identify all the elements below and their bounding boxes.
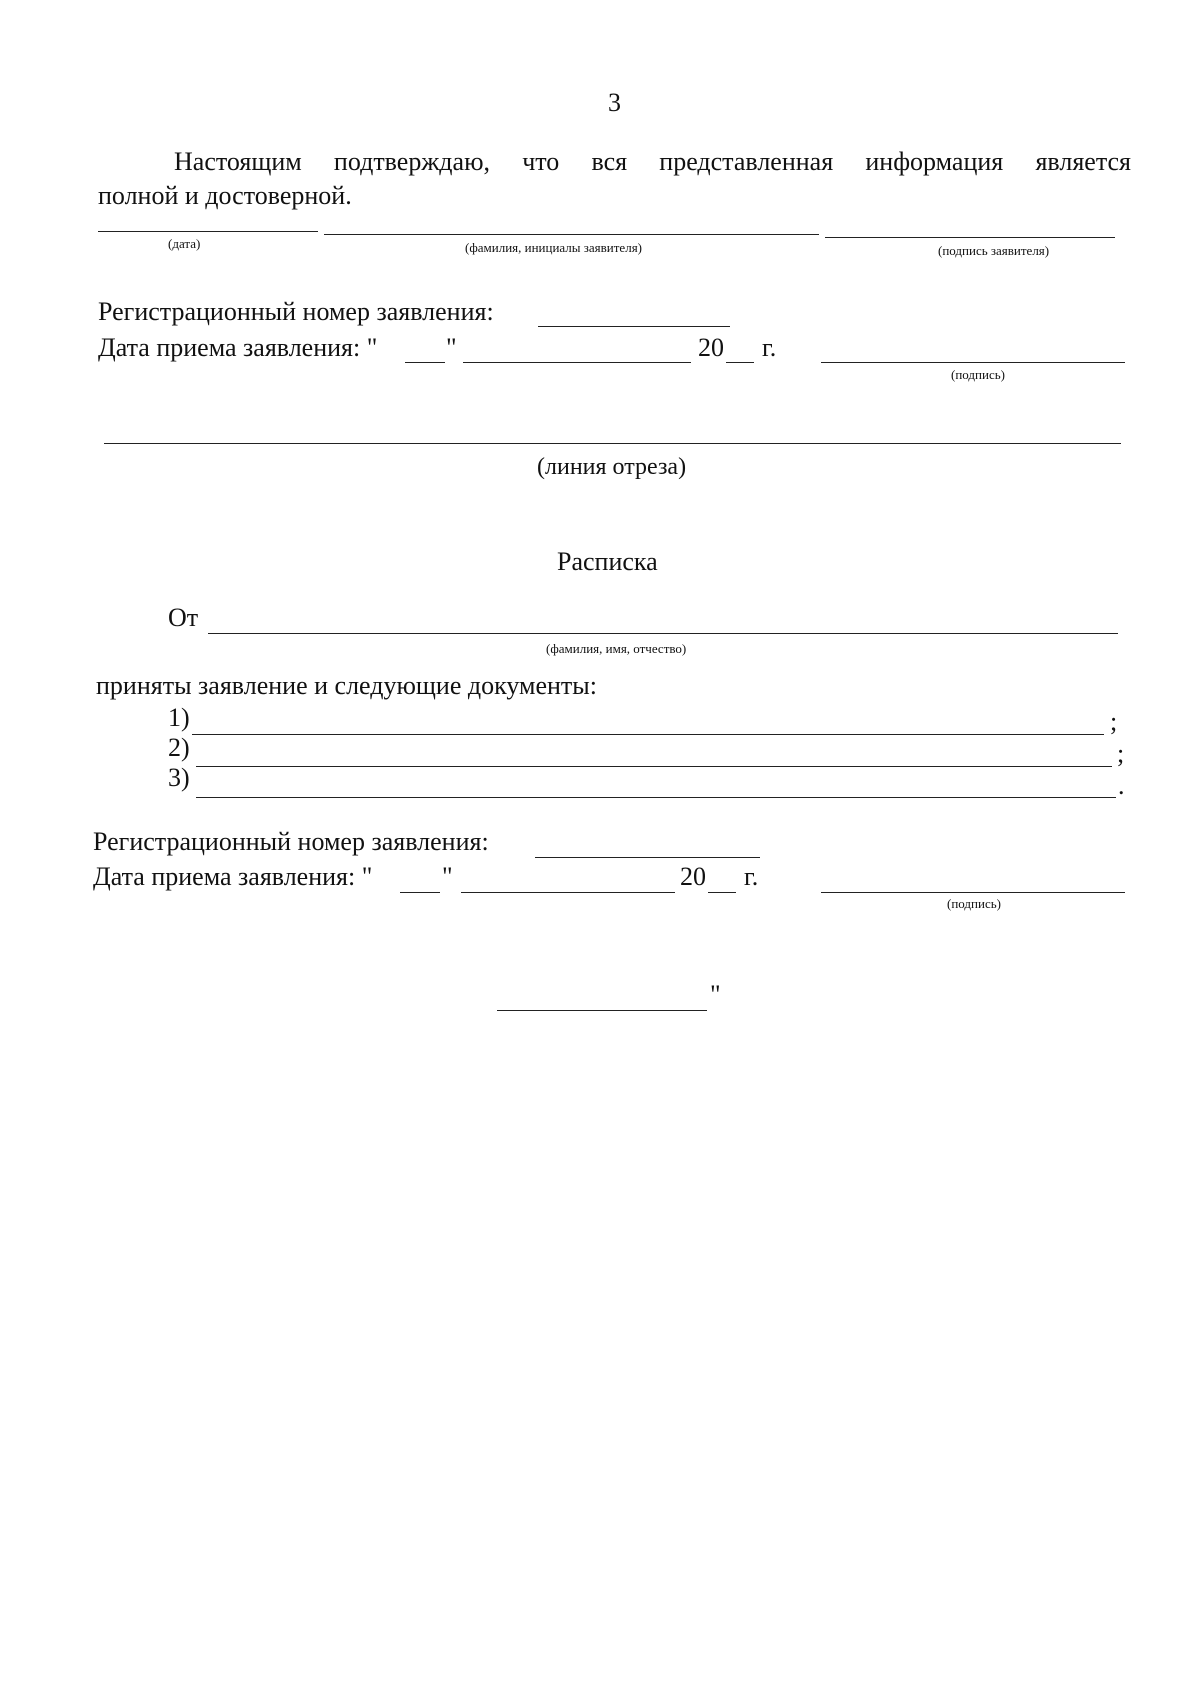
receipt-year-prefix: 20 xyxy=(680,862,706,891)
from-name-field[interactable] xyxy=(208,633,1118,634)
receipt-year-field[interactable] xyxy=(708,892,736,893)
year-prefix: 20 xyxy=(698,333,724,362)
reg-number-label: Регистрационный номер заявления: xyxy=(98,297,494,326)
receipt-staff-signature-line[interactable] xyxy=(821,892,1125,893)
date-received-label: Дата приема заявления: " xyxy=(98,333,378,362)
document-number: 2) xyxy=(168,733,190,762)
month-field[interactable] xyxy=(463,362,691,363)
document-number: 3) xyxy=(168,763,190,792)
applicant-name-line[interactable] xyxy=(324,234,819,235)
applicant-name-caption: (фамилия, инициалы заявителя) xyxy=(465,240,642,255)
page-number: 3 xyxy=(608,88,621,117)
trailing-quote: " xyxy=(710,980,721,1009)
year-field[interactable] xyxy=(726,362,754,363)
confirmation-paragraph xyxy=(98,145,1131,213)
staff-signature-line[interactable] xyxy=(821,362,1125,363)
staff-signature-caption: (подпись) xyxy=(951,367,1005,382)
year-suffix: г. xyxy=(762,333,777,362)
cut-line-caption: (линия отреза) xyxy=(537,454,687,480)
receipt-year-suffix: г. xyxy=(744,862,759,891)
date-caption: (дата) xyxy=(168,236,201,251)
document-end-mark: ; xyxy=(1117,739,1125,768)
document-field[interactable] xyxy=(192,734,1104,735)
trailing-field[interactable] xyxy=(497,1010,707,1011)
applicant-signature-caption: (подпись заявителя) xyxy=(938,243,1050,258)
reg-number-field[interactable] xyxy=(538,326,730,327)
document-field[interactable] xyxy=(196,766,1112,767)
date-quote-close: " xyxy=(446,333,457,362)
accepted-documents-text: приняты заявление и следующие документы: xyxy=(96,671,597,700)
document-field[interactable] xyxy=(196,797,1116,798)
from-label: От xyxy=(168,603,199,632)
receipt-date-quote-close: " xyxy=(442,862,453,891)
receipt-day-field[interactable] xyxy=(400,892,440,893)
receipt-staff-signature-caption: (подпись) xyxy=(947,896,1001,911)
cut-line xyxy=(104,443,1121,444)
confirmation-line-2: полной и достоверной. xyxy=(98,181,352,210)
day-field[interactable] xyxy=(405,362,445,363)
confirmation-line-1: Настоящим подтверждаю, что вся представленная информация является xyxy=(174,147,1131,176)
date-line[interactable] xyxy=(98,231,318,232)
receipt-title: Расписка xyxy=(557,547,658,576)
document-end-mark: ; xyxy=(1110,707,1118,736)
document-number: 1) xyxy=(168,703,190,732)
applicant-signature-line[interactable] xyxy=(825,237,1115,238)
from-caption: (фамилия, имя, отчество) xyxy=(546,641,687,656)
receipt-reg-number-field[interactable] xyxy=(535,857,760,858)
receipt-reg-number-label: Регистрационный номер заявления: xyxy=(93,827,489,856)
receipt-date-received-label: Дата приема заявления: " xyxy=(93,862,373,891)
receipt-month-field[interactable] xyxy=(461,892,675,893)
document-end-mark: . xyxy=(1118,771,1125,800)
